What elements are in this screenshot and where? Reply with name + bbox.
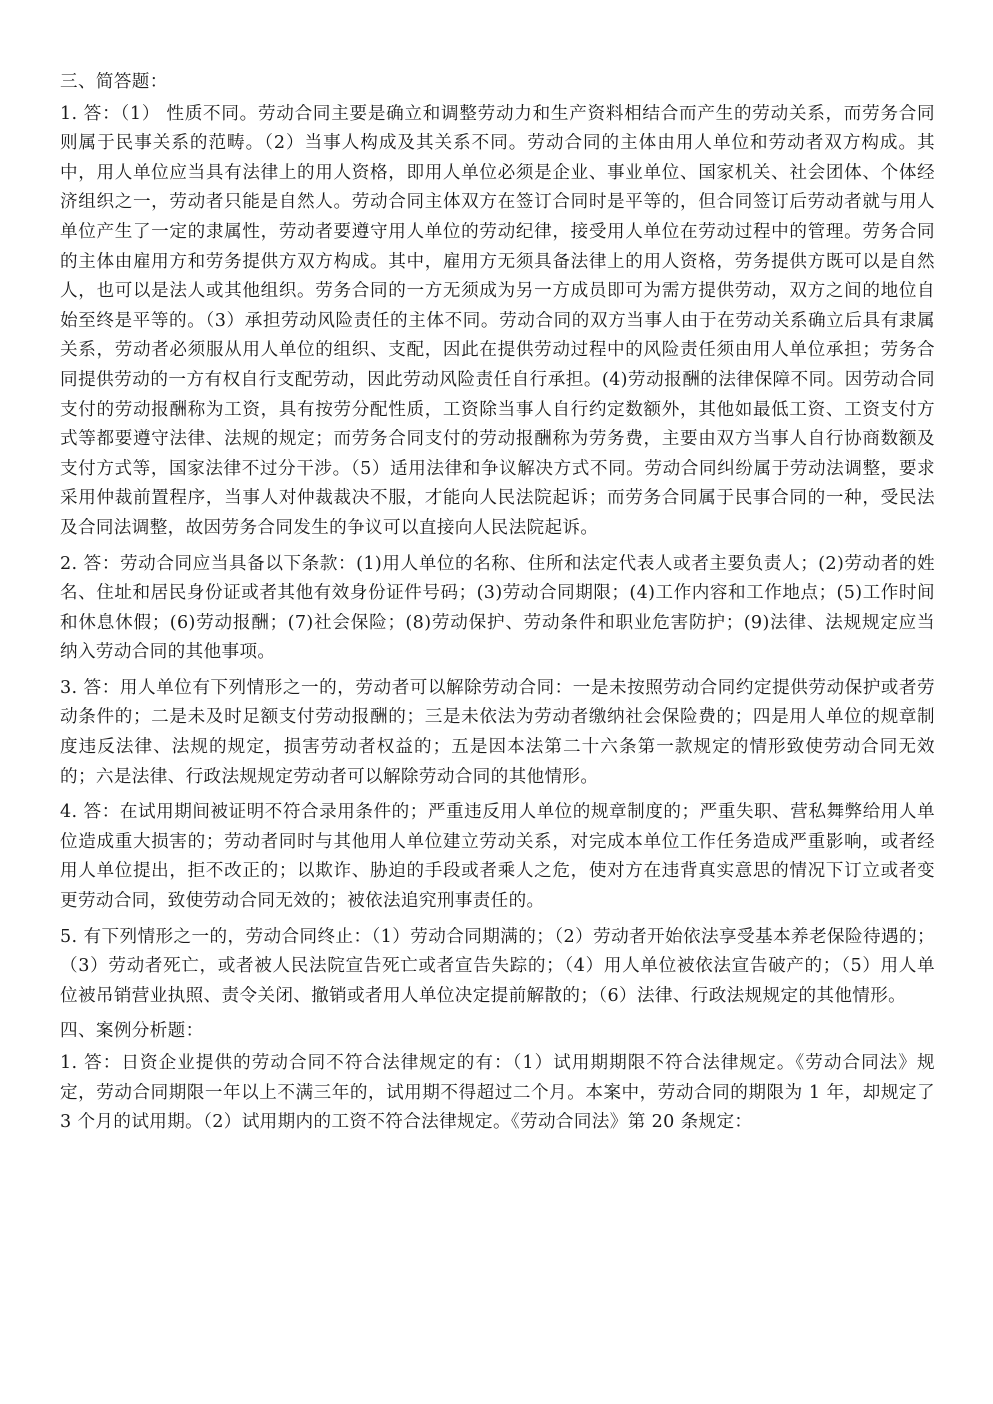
case-answer-paragraph-1: 1. 答：日资企业提供的劳动合同不符合法律规定的有：（1）试用期期限不符合法律规定。《劳动合同法》规定，劳动合同期限一年以上不满三年的，试用期不得超过二个月。本案中，劳动合同的期限为 1 年，却规定了 3 个月的试用期。（2）试用期内的工资不符合法律规定。《劳动合同法》第 20 条规定： bbox=[60, 1053, 935, 1133]
section-heading-short-answer: 三、简答题： bbox=[60, 72, 168, 92]
answer-paragraph-4: 4. 答：在试用期间被证明不符合录用条件的；严重违反用人单位的规章制度的；严重失职、营私舞弊给用人单位造成重大损害的；劳动者同时与其他用人单位建立劳动关系，对完成本单位工作任务造成严重影响，或者经用人单位提出，拒不改正的；以欺诈、胁迫的手段或者乘人之危，使对方在违背真实意思的情况下订立或者变更劳动合同，致使劳动合同无效的；被依法追究刑事责任的。 bbox=[60, 802, 935, 912]
answer-paragraph-3: 3. 答：用人单位有下列情形之一的，劳动者可以解除劳动合同：一是未按照劳动合同约定提供劳动保护或者劳动条件的；二是未及时足额支付劳动报酬的；三是未依法为劳动者缴纳社会保险费的；四是用人单位的规章制度违反法律、法规的规定，损害劳动者权益的；五是因本法第二十六条第一款规定的情形致使劳动合同无效的；六是法律、行政法规规定劳动者可以解除劳动合同的其他情形。 bbox=[60, 677, 935, 787]
answer-paragraph-5: 5. 有下列情形之一的，劳动合同终止：（1）劳动合同期满的；（2）劳动者开始依法享受基本养老保险待遇的；（3）劳动者死亡，或者被人民法院宣告死亡或者宣告失踪的；（4）用人单位被依法宣告破产的；（5）用人单位被吊销营业执照、责令关闭、撤销或者用人单位决定提前解散的；（6）法律、行政法规规定的其他情形。 bbox=[60, 926, 935, 1006]
answer-paragraph-2: 2. 答：劳动合同应当具备以下条款：(1)用人单位的名称、住所和法定代表人或者主要负责人；(2)劳动者的姓名、住址和居民身份证或者其他有效身份证件号码；(3)劳动合同期限；(4)工作内容和工作地点；(5)工作时间和休息休假；(6)劳动报酬；(7)社会保险；(8)劳动保护、劳动条件和职业危害防护；(9)法律、法规规定应当纳入劳动合同的其他事项。 bbox=[60, 553, 935, 663]
section-heading-case-analysis: 四、案例分析题： bbox=[60, 1021, 204, 1042]
answer-paragraph-1: 1. 答：（1） 性质不同。劳动合同主要是确立和调整劳动力和生产资料相结合而产生的劳动关系，而劳务合同则属于民事关系的范畴。（2）当事人构成及其关系不同。劳动合同的主体由用人单位和劳动者双方构成。其中，用人单位应当具有法律上的用人资格，即用人单位必须是企业、事业单位、国家机关、社会团体、个体经济组织之一，劳动者只能是自然人。劳动合同主体双方在签订合同时是平等的，但合同签订后劳动者就与用人单位产生了一定的隶属性，劳动者要遵守用人单位的劳动纪律，接受用人单位在劳动过程中的管理。劳务合同的主体由雇用方和劳务提供方双方构成。其中，雇用方无须具备法律上的用人资格，劳务提供方既可以是自然人，也可以是法人或其他组织。劳务合同的一方无须成为另一方成员即可为需方提供劳动，双方之间的地位自始至终是平等的。（3）承担劳动风险责任的主体不同。劳动合同的双方当事人由于在劳动关系确立后具有隶属关系，劳动者必须服从用人单位的组织、支配，因此在提供劳动过程中的风险责任须由用人单位承担；劳务合同提供劳动的一方有权自行支配劳动，因此劳动风险责任自行承担。(4)劳动报酬的法律保障不同。因劳动合同支付的劳动报酬称为工资，具有按劳分配性质，工资除当事人自行约定数额外，其他如最低工资、工资支付方式等都要遵守法律、法规的规定；而劳务合同支付的劳动报酬称为劳务费，主要由双方当事人自行协商数额及支付方式等，国家法律不过分干涉。（5）适用法律和争议解决方式不同。劳动合同纠纷属于劳动法调整，要求采用仲裁前置程序，当事人对仲裁裁决不服，才能向人民法院起诉；而劳务合同属于民事合同的一种，受民法及合同法调整，故因劳务合同发生的争议可以直接向人民法院起诉。 bbox=[60, 103, 935, 538]
document-body bbox=[60, 68, 935, 1144]
